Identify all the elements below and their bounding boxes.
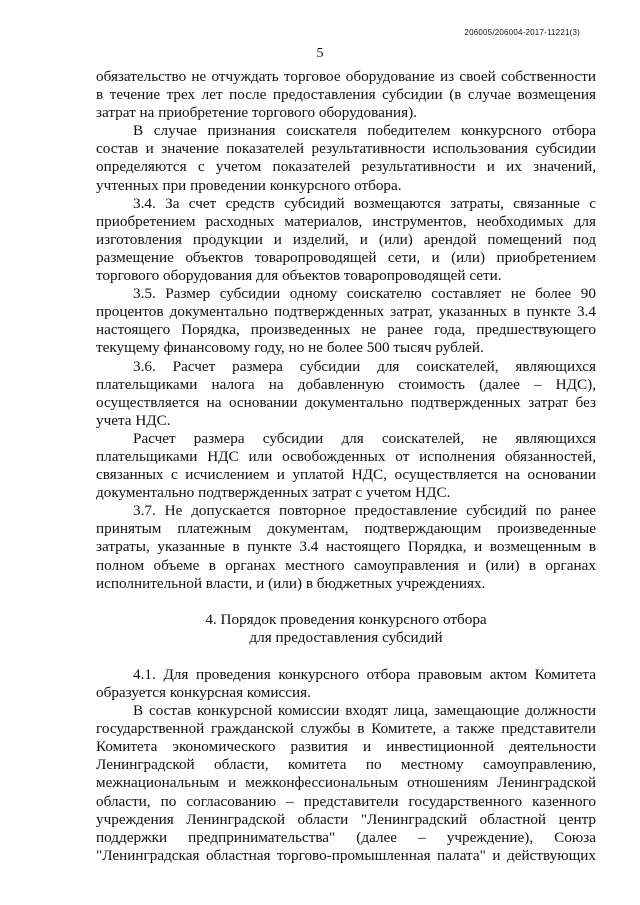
section-4-title-line2: для предоставления субсидий	[249, 628, 443, 646]
paragraph-3-4: 3.4. За счет средств субсидий возмещаются затраты, связанные с приобретением расходных материалов, инструментов, необходимых для изготовления продукции и изделий, и (или) арендой помещений под размещение объектов товаропроводящей сети, и (или) приобретением торгового оборудования для объектов товаропроводящей сети.	[96, 194, 596, 285]
paragraph-3-7: 3.7. Не допускается повторное предоставление субсидий по ранее принятым платежным документам, подтверждающим произведенные затраты, указанные в пункте 3.4 настоящего Порядка, и возмещенным в полном объеме в органах местного самоуправления и (или) в органах исполнительной власти, и (или) в бюджетных учреждениях.	[96, 502, 596, 592]
paragraph-4-1: 4.1. Для проведения конкурсного отбора правовым актом Комитета образуется конкурсная комиссия.	[96, 665, 596, 701]
section-4-heading	[96, 611, 596, 647]
paragraph-continuation: обязательство не отчуждать торговое оборудование из своей собственности в течение трех лет после предоставления субсидии (в случае возмещения затрат на приобретение торгового оборудования).	[96, 68, 596, 122]
paragraph-commission-composition: В состав конкурсной комиссии входят лица, замещающие должности государственной гражданской службы в Комитете, а также представители Комитета экономического развития и инвестиционной деятельности Ленинградской области, комитета по местному самоуправлению, межнациональным и межконфессиональным отношениям Ленинградской области, по согласованию – представители государственного казенного учреждения Ленинградской области "Ленинградский областной центр поддержки предпринимательства" (далее – учреждение), Союза "Ленинградская областная торгово-промышленная палата" и действующих	[96, 702, 596, 864]
paragraph-3-5: 3.5. Размер субсидии одному соискателю составляет не более 90 процентов документально подтвержденных затрат, указанных в пункте 3.4 настоящего Порядка, произведенных не ранее года, предшествующего текущему финансовому году, но не более 500 тысяч рублей.	[96, 285, 596, 357]
page-number: 5	[316, 46, 324, 61]
section-4-title-line1: 4. Порядок проведения конкурсного отбора	[205, 610, 487, 628]
paragraph-3-6: 3.6. Расчет размера субсидии для соискателей, являющихся плательщиками налога на добавленную стоимость (далее – НДС), осуществляется на основании документально подтвержденных затрат без учета НДС.	[96, 357, 596, 429]
document-body	[96, 68, 596, 865]
document-id: 206005/206004-2017-11221(3)	[464, 28, 580, 37]
paragraph-vat-exempt: Расчет размера субсидии для соискателей, не являющихся плательщиками НДС или освобожденных от исполнения обязанностей, связанных с исчислением и уплатой НДС, осуществляется на основании документально подтвержденных затрат с учетом НДС.	[96, 429, 596, 502]
paragraph-winner-indicators: В случае признания соискателя победителем конкурсного отбора состав и значение показателей результативности использования субсидии определяются с учетом показателей результативности и их значений, учтенных при проведении конкурсного отбора.	[96, 122, 596, 194]
